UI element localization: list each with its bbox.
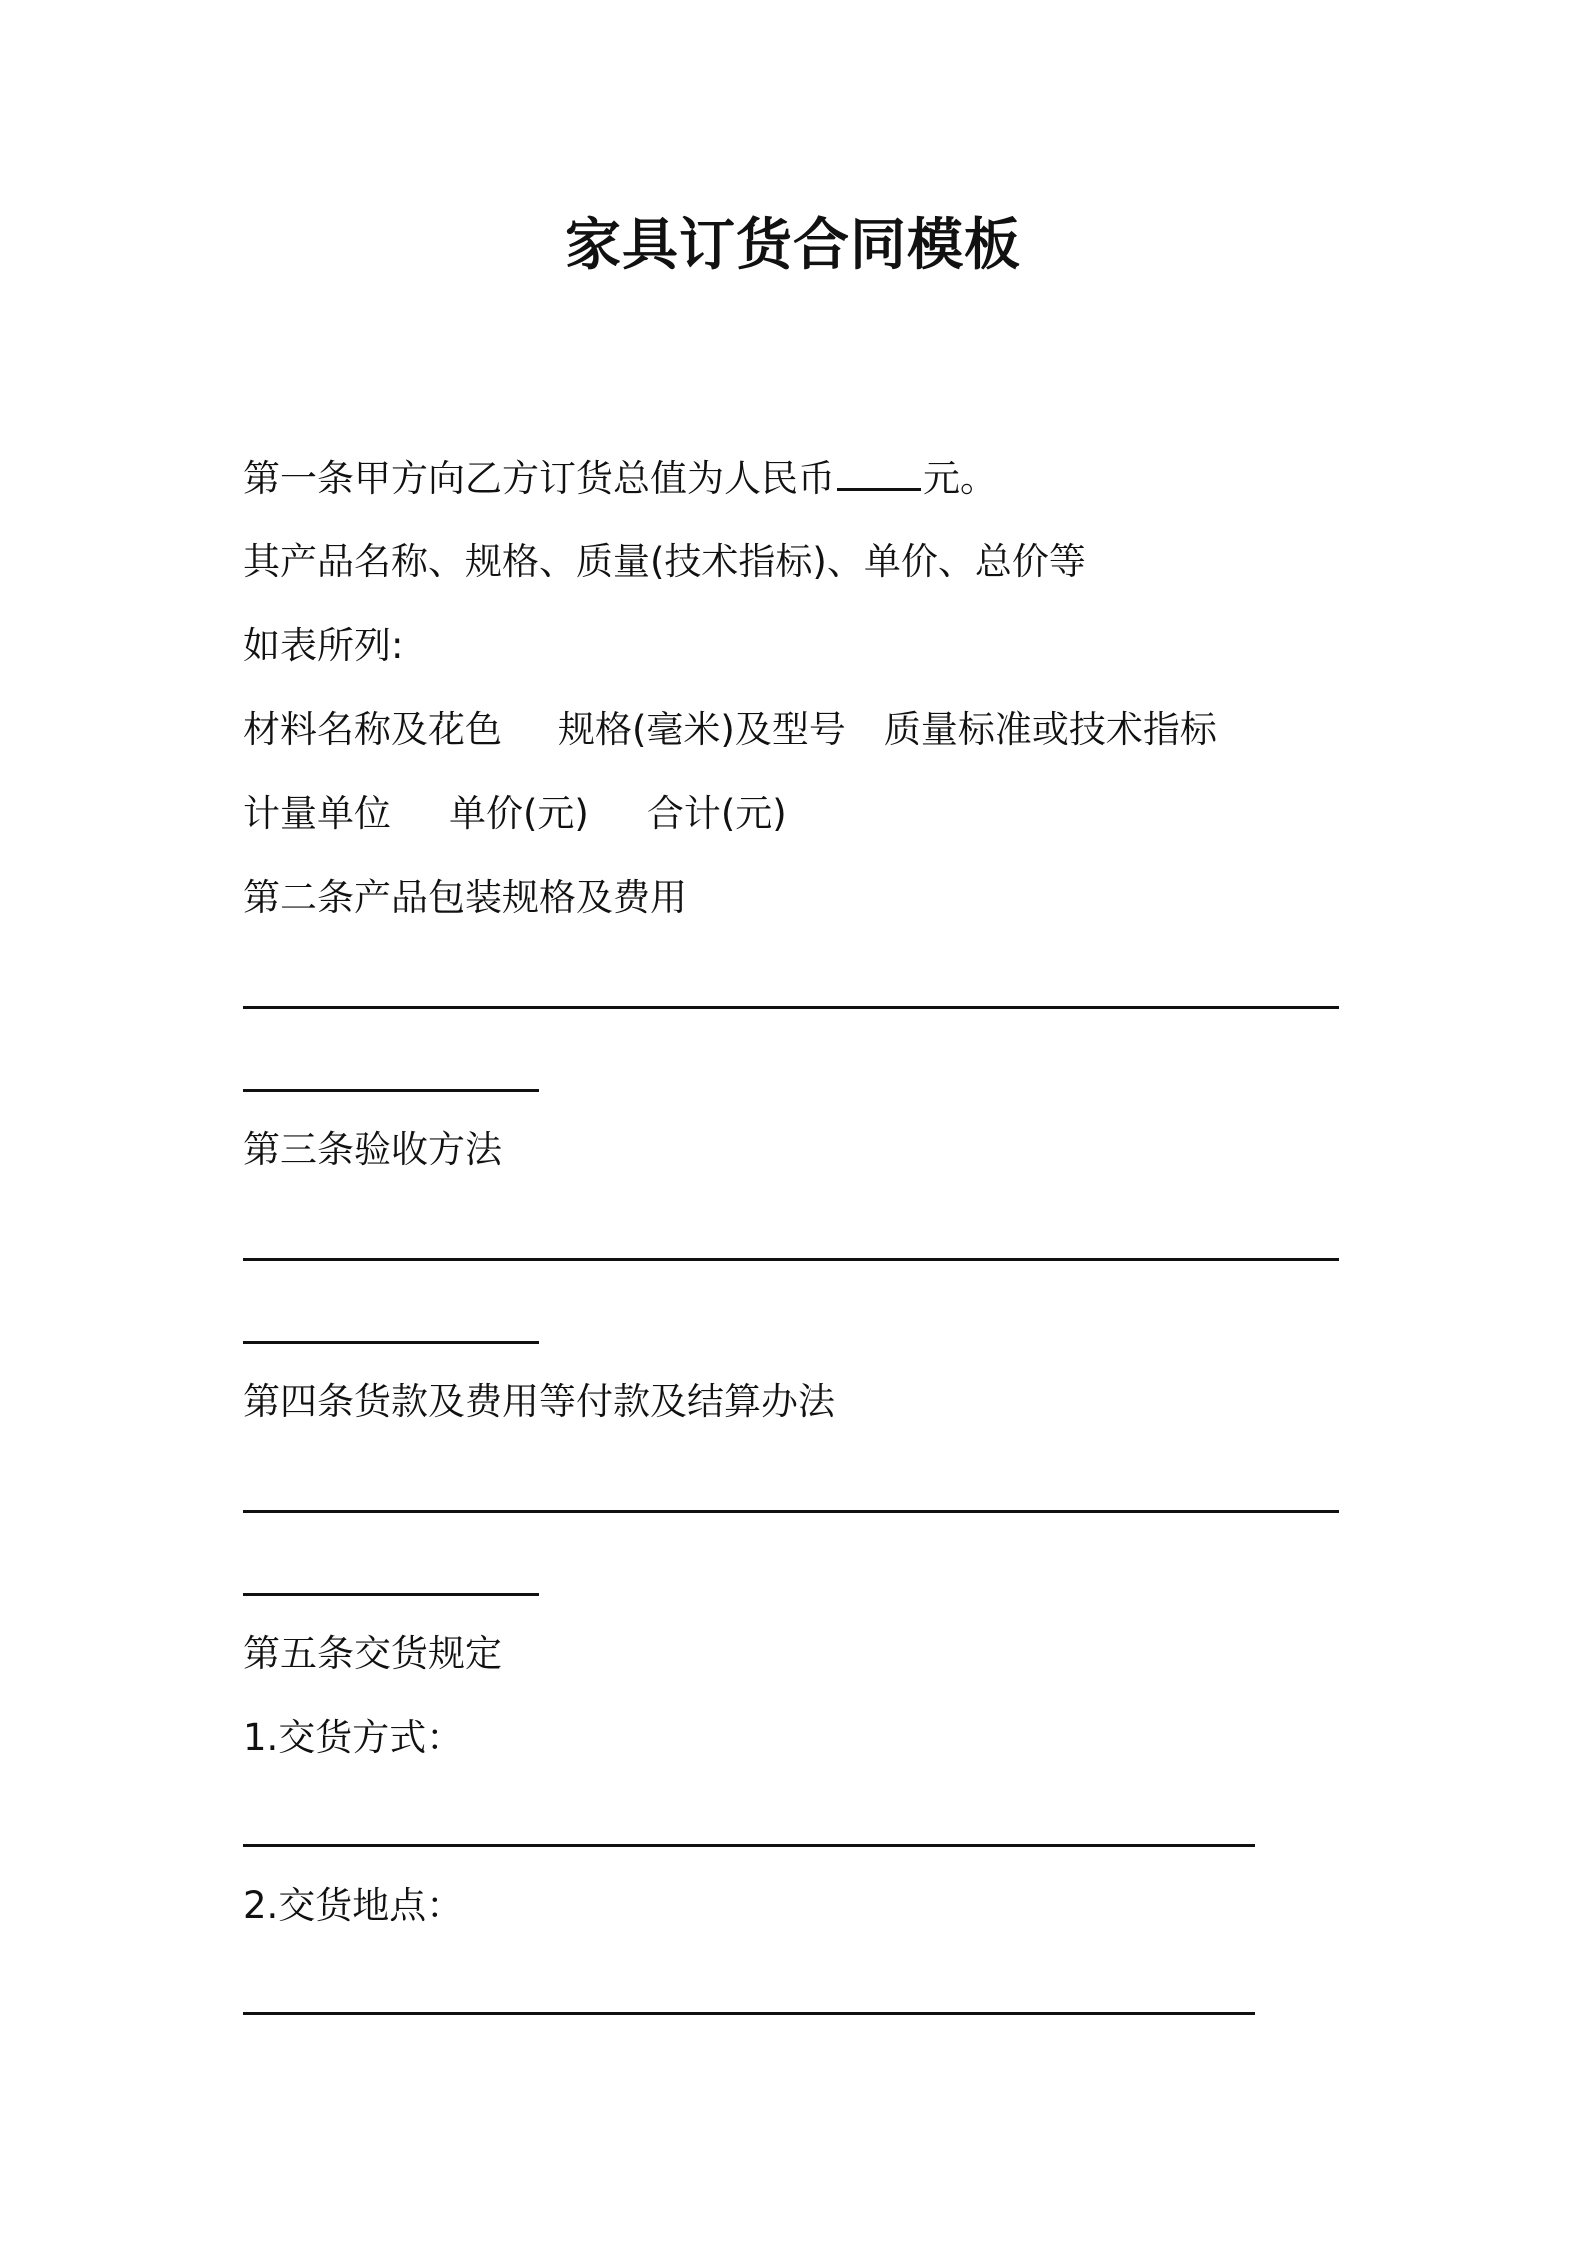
article1-line3: 如表所列: xyxy=(243,624,404,667)
article3-blank-line-1[interactable] xyxy=(243,1258,1339,1261)
article4-blank-line-2[interactable] xyxy=(243,1593,539,1596)
article4-blank-line-1[interactable] xyxy=(243,1510,1339,1513)
article3-heading: 第三条验收方法 xyxy=(243,1128,502,1171)
article5-item-delivery-method: 1.交货方式： xyxy=(243,1716,464,1759)
article1-line1 xyxy=(243,452,997,505)
article2-blank-line-2[interactable] xyxy=(243,1089,539,1092)
article3-blank-line-2[interactable] xyxy=(243,1341,539,1344)
article1-line2: 其产品名称、规格、质量(技术指标)、单价、总价等 xyxy=(243,540,1086,583)
column-unit: 计量单位 xyxy=(243,792,391,835)
article4-heading: 第四条货款及费用等付款及结算办法 xyxy=(243,1380,835,1423)
table-header-row2 xyxy=(243,788,787,840)
column-material: 材料名称及花色 xyxy=(243,708,502,751)
article1-line1-text: 第一条甲方向乙方订货总值为人民币 xyxy=(243,457,835,500)
delivery-method-blank-line[interactable] xyxy=(243,1844,1255,1847)
document-title: 家具订货合同模板 xyxy=(565,213,1021,278)
article5-item-delivery-location: 2.交货地点： xyxy=(243,1884,464,1927)
article2-blank-line-1[interactable] xyxy=(243,1006,1339,1009)
article1-line1-suffix: 元。 xyxy=(923,457,997,500)
column-total: 合计(元) xyxy=(646,792,787,835)
article2-heading: 第二条产品包装规格及费用 xyxy=(243,876,687,919)
column-quality: 质量标准或技术指标 xyxy=(883,708,1217,751)
table-header-row1 xyxy=(243,704,1217,756)
column-spec: 规格(毫米)及型号 xyxy=(558,708,846,751)
amount-blank[interactable] xyxy=(837,452,921,491)
article5-heading: 第五条交货规定 xyxy=(243,1632,502,1675)
delivery-location-blank-line[interactable] xyxy=(243,2012,1255,2015)
column-price: 单价(元) xyxy=(449,792,589,835)
